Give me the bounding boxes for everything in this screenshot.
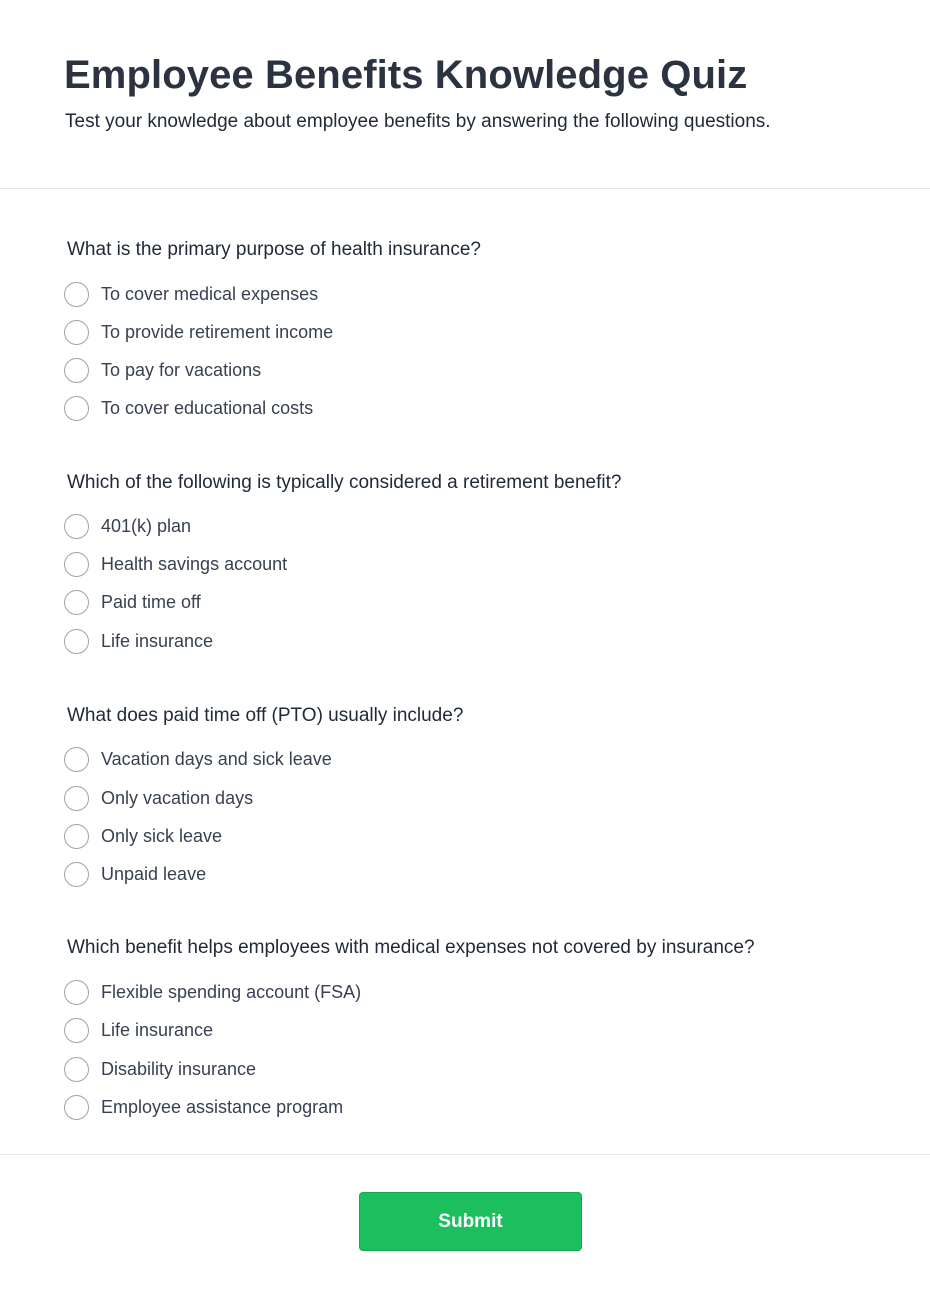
page-title: Employee Benefits Knowledge Quiz (64, 53, 748, 97)
submit-button[interactable]: Submit (359, 1192, 582, 1251)
option-label: To cover medical expenses (101, 284, 319, 304)
footer-divider (0, 1154, 930, 1155)
option-unpaid-leave[interactable] (64, 862, 564, 888)
radio-button[interactable] (64, 590, 89, 615)
option-flexible-spending-account[interactable] (64, 980, 564, 1006)
option-only-vacation-days[interactable] (64, 786, 564, 812)
question-text: What is the primary purpose of health insurance? (67, 239, 481, 260)
option-label: 401(k) plan (101, 516, 192, 536)
option-label: Unpaid leave (101, 864, 207, 884)
quiz-header (0, 0, 930, 189)
option-label: Only sick leave (101, 826, 223, 846)
option-label: Vacation days and sick leave (101, 749, 332, 769)
option-to-provide-retirement-income[interactable] (64, 320, 564, 346)
option-life-insurance[interactable] (64, 629, 564, 655)
radio-button[interactable] (64, 1095, 89, 1120)
option-label: Life insurance (101, 631, 214, 651)
radio-button[interactable] (64, 396, 89, 421)
option-label: Paid time off (101, 592, 201, 612)
radio-button[interactable] (64, 629, 89, 654)
option-401k-plan[interactable] (64, 514, 564, 540)
radio-button[interactable] (64, 786, 89, 811)
option-vacation-days-and-sick-leave[interactable] (64, 747, 564, 773)
option-to-cover-medical-expenses[interactable] (64, 282, 564, 308)
option-to-cover-educational-costs[interactable] (64, 396, 564, 422)
option-label: Disability insurance (101, 1059, 257, 1079)
option-label: Only vacation days (101, 788, 254, 808)
radio-button[interactable] (64, 1057, 89, 1082)
question-text: Which benefit helps employees with medical expenses not covered by insurance? (67, 937, 755, 958)
question-text: What does paid time off (PTO) usually include? (67, 705, 464, 726)
radio-button[interactable] (64, 824, 89, 849)
option-health-savings-account[interactable] (64, 552, 564, 578)
question-text: Which of the following is typically considered a retirement benefit? (67, 472, 622, 493)
option-label: Flexible spending account (FSA) (101, 982, 362, 1002)
option-label: Life insurance (101, 1020, 214, 1040)
radio-button[interactable] (64, 320, 89, 345)
radio-button[interactable] (64, 358, 89, 383)
option-label: To provide retirement income (101, 322, 334, 342)
radio-button[interactable] (64, 747, 89, 772)
radio-button[interactable] (64, 862, 89, 887)
radio-button[interactable] (64, 552, 89, 577)
radio-button[interactable] (64, 1018, 89, 1043)
radio-button[interactable] (64, 980, 89, 1005)
option-life-insurance[interactable] (64, 1018, 564, 1044)
option-label: Employee assistance program (101, 1097, 344, 1117)
option-label: To cover educational costs (101, 398, 314, 418)
page-subtitle: Test your knowledge about employee benefits by answering the following questions. (65, 111, 771, 132)
option-employee-assistance-program[interactable] (64, 1095, 564, 1121)
option-disability-insurance[interactable] (64, 1057, 564, 1083)
option-only-sick-leave[interactable] (64, 824, 564, 850)
option-paid-time-off[interactable] (64, 590, 564, 616)
option-label: Health savings account (101, 554, 288, 574)
radio-button[interactable] (64, 282, 89, 307)
option-label: To pay for vacations (101, 360, 262, 380)
option-to-pay-for-vacations[interactable] (64, 358, 564, 384)
radio-button[interactable] (64, 514, 89, 539)
